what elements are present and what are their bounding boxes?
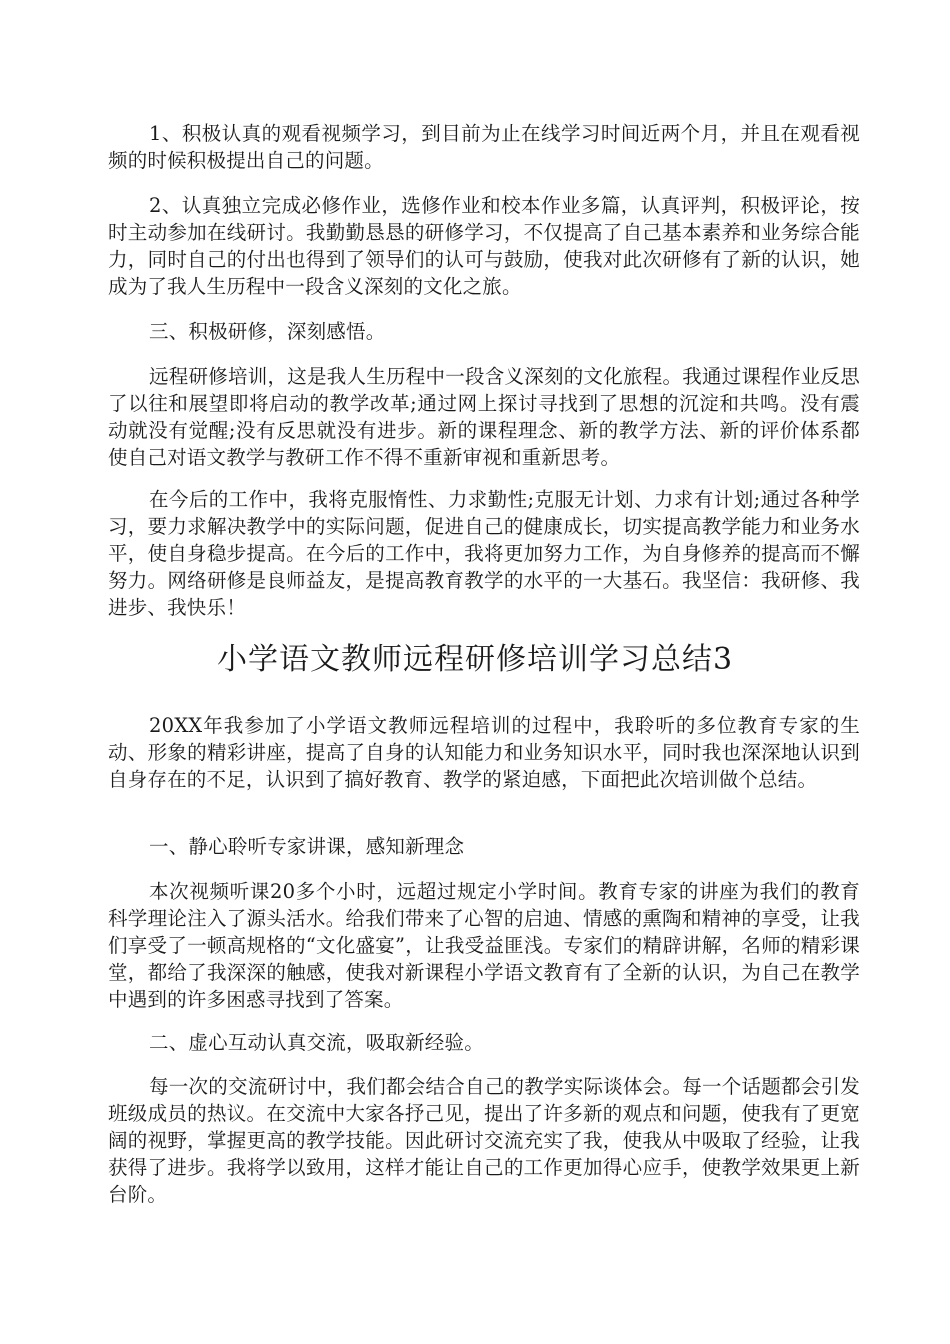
section-heading-research: 三、积极研修，深刻感悟。 <box>149 320 386 343</box>
paragraph-video-study: 1、积极认真的观看视频学习，到目前为止在线学习时间近两个月，并且在观看视频的时候积极提出自己的问题。 <box>108 122 860 172</box>
paragraph-discussion: 每一次的交流研讨中，我们都会结合自己的教学实际谈体会。每一个话题都会引发班级成员的热议。在交流中大家各抒己见，提出了许多新的观点和问题，使我有了更宽阔的视野，掌握更高的教学技能。因此研讨交流充实了我，使我从中吸取了经验，让我获得了进步。我将学以致用，这样才能让自己的工作更加得心应手，使教学效果更上新台阶。 <box>108 1075 860 1206</box>
paragraph-video-lectures: 本次视频听课20多个小时，远超过规定小学时间。教育专家的讲座为我们的教育科学理论注入了源头活水。给我们带来了心智的启迪、情感的熏陶和精神的享受，让我们享受了一顿高规格的“文化盛宴”，让我受益匪浅。专家们的精辟讲解，名师的精彩课堂，都给了我深深的触感，使我对新课程小学语文教育有了全新的认识，为自己在教学中遇到的许多困惑寻找到了答案。 <box>108 880 860 1011</box>
paragraph-homework: 2、认真独立完成必修作业，选修作业和校本作业多篇，认真评判，积极评论，按时主动参加在线研讨。我勤勤恳恳的研修学习，不仅提高了自己基本素养和业务综合能力，同时自己的付出也得到了领导们的认可与鼓励，使我对此次研修有了新的认识，她成为了我人生历程中一段含义深刻的文化之旅。 <box>108 194 860 298</box>
paragraph-future-work: 在今后的工作中，我将克服惰性、力求勤性;克服无计划、力求有计划;通过各种学习，要力求解决教学中的实际问题，促进自己的健康成长，切实提高教学能力和业务水平，使自身稳步提高。在今后的工作中，我将更加努力工作，为自身修养的提高而不懈努力。网络研修是良师益友，是提高教育教学的水平的一大基石。我坚信：我研修、我进步、我快乐！ <box>108 488 860 619</box>
document-title: 小学语文教师远程研修培训学习总结3 <box>216 642 734 677</box>
paragraph-remote-training: 远程研修培训，这是我人生历程中一段含义深刻的文化旅程。我通过课程作业反思了以往和展望即将启动的教学改革;通过网上探讨寻找到了思想的沉淀和共鸣。没有震动就没有觉醒;没有反思就没有进步。新的课程理念、新的教学方法、新的评价体系都使自己对语文教学与教研工作不得不重新审视和重新思考。 <box>108 365 860 469</box>
section-heading-exchange: 二、虚心互动认真交流，吸取新经验。 <box>149 1031 484 1054</box>
section-heading-listen: 一、静心聆听专家讲课，感知新理念 <box>149 835 465 858</box>
paragraph-intro: 20XX年我参加了小学语文教师远程培训的过程中，我聆听的多位教育专家的生动、形象的精彩讲座，提高了自身的认知能力和业务知识水平，同时我也深深地认识到自身存在的不足，认识到了搞好教育、教学的紧迫感，下面把此次培训做个总结。 <box>108 714 860 791</box>
